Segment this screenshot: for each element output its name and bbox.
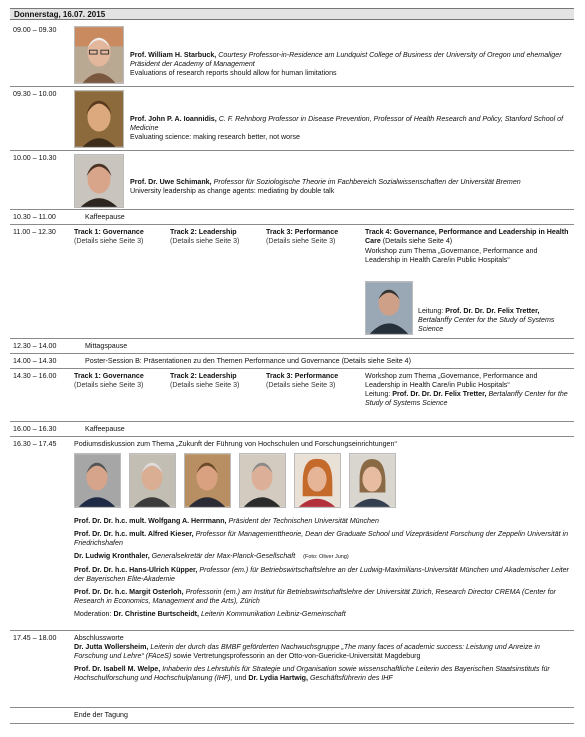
day-header: Donnerstag, 16.07. 2015 (10, 8, 574, 20)
panelist-photo-kieser (129, 453, 176, 508)
slot-time: 11.00 – 12.30 (13, 228, 56, 236)
panelist-kuepper: Prof. Dr. Dr. h.c. Hans-Ulrich Küpper, Professor (em.) für Betriebswirtschaftslehre an der Ludwig-Maximilians-Universität München und Akademischer Leiter der Bayerischen Elite-Akademie (74, 566, 569, 583)
track-3: Track 3: Performance (Details siehe Seite 3) (266, 372, 339, 389)
slot-1600 (10, 422, 574, 437)
workshop-text: Workshop zum Thema „Governance, Performance and Leadership in Health Care/in Public Hospitals“ (365, 247, 538, 264)
speaker-photo-tretter (365, 281, 413, 335)
slot-time: 10.30 – 11.00 (13, 213, 56, 221)
slot-time: 14.30 – 16.00 (13, 372, 57, 380)
workshop-block: Workshop zum Thema „Governance, Performance and Leadership in Health Care/in Public Hospitals“ Leitung: Prof. Dr. Dr. Dr. Felix Tretter, Bertalanffy Center for the Study of Systems Science (365, 372, 568, 407)
track-2: Track 2: Leadership (Details siehe Seite 3) (170, 228, 240, 245)
slot-time: 09.30 – 10.00 (13, 90, 57, 98)
panelist-kronthaler: Dr. Ludwig Kronthaler, Generalsekretär der Max-Planck-Gesellschaft (Foto: Oliver Jung) (74, 552, 349, 560)
panelist-photo-kronthaler (184, 453, 231, 508)
slot-1000 (10, 151, 574, 210)
slot-1230 (10, 339, 574, 354)
speaker-affiliation: C. F. Rehnborg Professor in Disease Prevention, Professor of Health Research and Policy, Stanford School of Medicine (130, 115, 564, 132)
speaker-affiliation: Professor für Soziologische Theorie im Fachbereich Sozialwissenschaften der Universität Bremen (213, 178, 521, 186)
slot-time: 09.00 – 09.30 (13, 26, 57, 34)
talk-title: Evaluating science: making research better, not worse (130, 133, 300, 141)
slot-1100 (10, 225, 574, 339)
panelist-photo-herrmann (74, 453, 121, 508)
panelist-kieser: Prof. Dr. Dr. h.c. mult. Alfred Kieser, Professor für Managementtheorie, Dean der Graduate School und Vizepräsident Forschung der Zeppelin Universität in Friedrichshafen (74, 530, 569, 547)
speaker-photo-schimank (74, 154, 124, 208)
speaker-name: Prof. John P. A. Ioannidis, (130, 115, 217, 123)
slot-1430 (10, 369, 574, 422)
panelist-herrmann: Prof. Dr. Dr. h.c. mult. Wolfgang A. Herrmann, Präsident der Technischen Universität München (74, 517, 379, 525)
panelist-osterloh: Prof. Dr. Dr. h.c. Margit Osterloh, Professorin (em.) am Institut für Betriebswirtschaftslehre der Universität Zürich, Research Director CREMA (Center for Research in Economics, Management and the Arts), Zürich (74, 588, 556, 605)
track-3: Track 3: Performance (Details siehe Seite 3) (266, 228, 339, 245)
track-4: Track 4: Governance, Performance and Leadership in Health Care (Details siehe Seite 4) Workshop zum Thema „Governance, Performance and Leadership in Health Care/in Public Hospitals“ (365, 228, 573, 265)
slot-end (10, 708, 574, 724)
break-label: Kaffeepause (85, 213, 125, 221)
photo-credit: (Foto: Oliver Jung) (303, 554, 349, 560)
break-label: Kaffeepause (85, 425, 125, 433)
talk-title: Evaluations of research reports should allow for human limitations (130, 69, 337, 77)
track-1: Track 1: Governance (Details siehe Seite 3) (74, 372, 144, 389)
poster-session: Poster-Session B: Präsentationen zu den Themen Performance und Governance (Details siehe Seite 4) (85, 357, 411, 365)
slot-1030 (10, 210, 574, 225)
track-2: Track 2: Leadership (Details siehe Seite 3) (170, 372, 240, 389)
slot-1630 (10, 437, 574, 631)
panelist-photo-kuepper (239, 453, 286, 508)
speaker-name: Prof. Dr. Uwe Schimank, (130, 178, 212, 186)
moderator-photo-burtscheidt (349, 453, 396, 508)
closing-wollersheim: Dr. Jutta Wollersheim, Leiterin der durch das BMBF geförderten Nachwuchsgruppe „The many faces of academic success: Leistung und Anreize in Forschung und Lehre“ (FAceS) sowie Vertretungsprofessorin an der Otto-von-Guericke-Universität Magdeburg (74, 643, 540, 660)
slot-0930 (10, 87, 574, 151)
speaker-photo-starbuck (74, 26, 124, 84)
speaker-affiliation: Courtesy Professor-in-Residence am Lundquist College of Business der University of Oregon und ehemaliger Präsident der Academy of Management (130, 51, 562, 68)
slot-1745 (10, 631, 574, 708)
slot-time: 16.30 – 17.45 (13, 440, 57, 448)
closing-heading: Abschlussworte (74, 634, 124, 642)
slot-time: 16.00 – 16.30 (13, 425, 57, 433)
panel-heading: Podiumsdiskussion zum Thema „Zukunft der Führung von Hochschulen und Forschungseinrichtungen“ (74, 440, 397, 448)
moderator: Moderation: Dr. Christine Burtscheidt, Leiterin Kommunikation Leibniz-Gemeinschaft (74, 610, 346, 618)
slot-time: 10.00 – 10.30 (13, 154, 57, 162)
slot-0900 (10, 23, 574, 87)
speaker-name: Prof. William H. Starbuck, (130, 51, 217, 59)
panelist-photo-osterloh (294, 453, 341, 508)
panelist-list (74, 517, 572, 619)
track-4-lead: Leitung: Prof. Dr. Dr. Dr. Felix Tretter, Bertalanffy Center for the Study of Systems Science (418, 307, 555, 333)
slot-time: 14.00 – 14.30 (13, 357, 57, 365)
speaker-photo-ioannidis (74, 90, 124, 148)
slot-time: 12.30 – 14.00 (13, 342, 57, 350)
closing-block (74, 634, 572, 683)
break-label: Mittagspause (85, 342, 128, 350)
talk-title: University leadership as change agents: mediating by double talk (130, 187, 335, 195)
track-1: Track 1: Governance (Details siehe Seite 3) (74, 228, 144, 245)
closing-welpe-hartwig: Prof. Dr. Isabell M. Welpe, Inhaberin des Lehrstuhls für Strategie und Organisation sowie wissenschaftliche Leiterin des Bayerischen Staatsinstituts für Hochschulforschung und Hochschulplanung (IHF), und Dr. Lydia Hartwig, Geschäftsführerin des IHF (74, 665, 550, 682)
end-label: Ende der Tagung (74, 711, 128, 719)
slot-time: 17.45 – 18.00 (13, 634, 57, 642)
slot-1400 (10, 354, 574, 369)
